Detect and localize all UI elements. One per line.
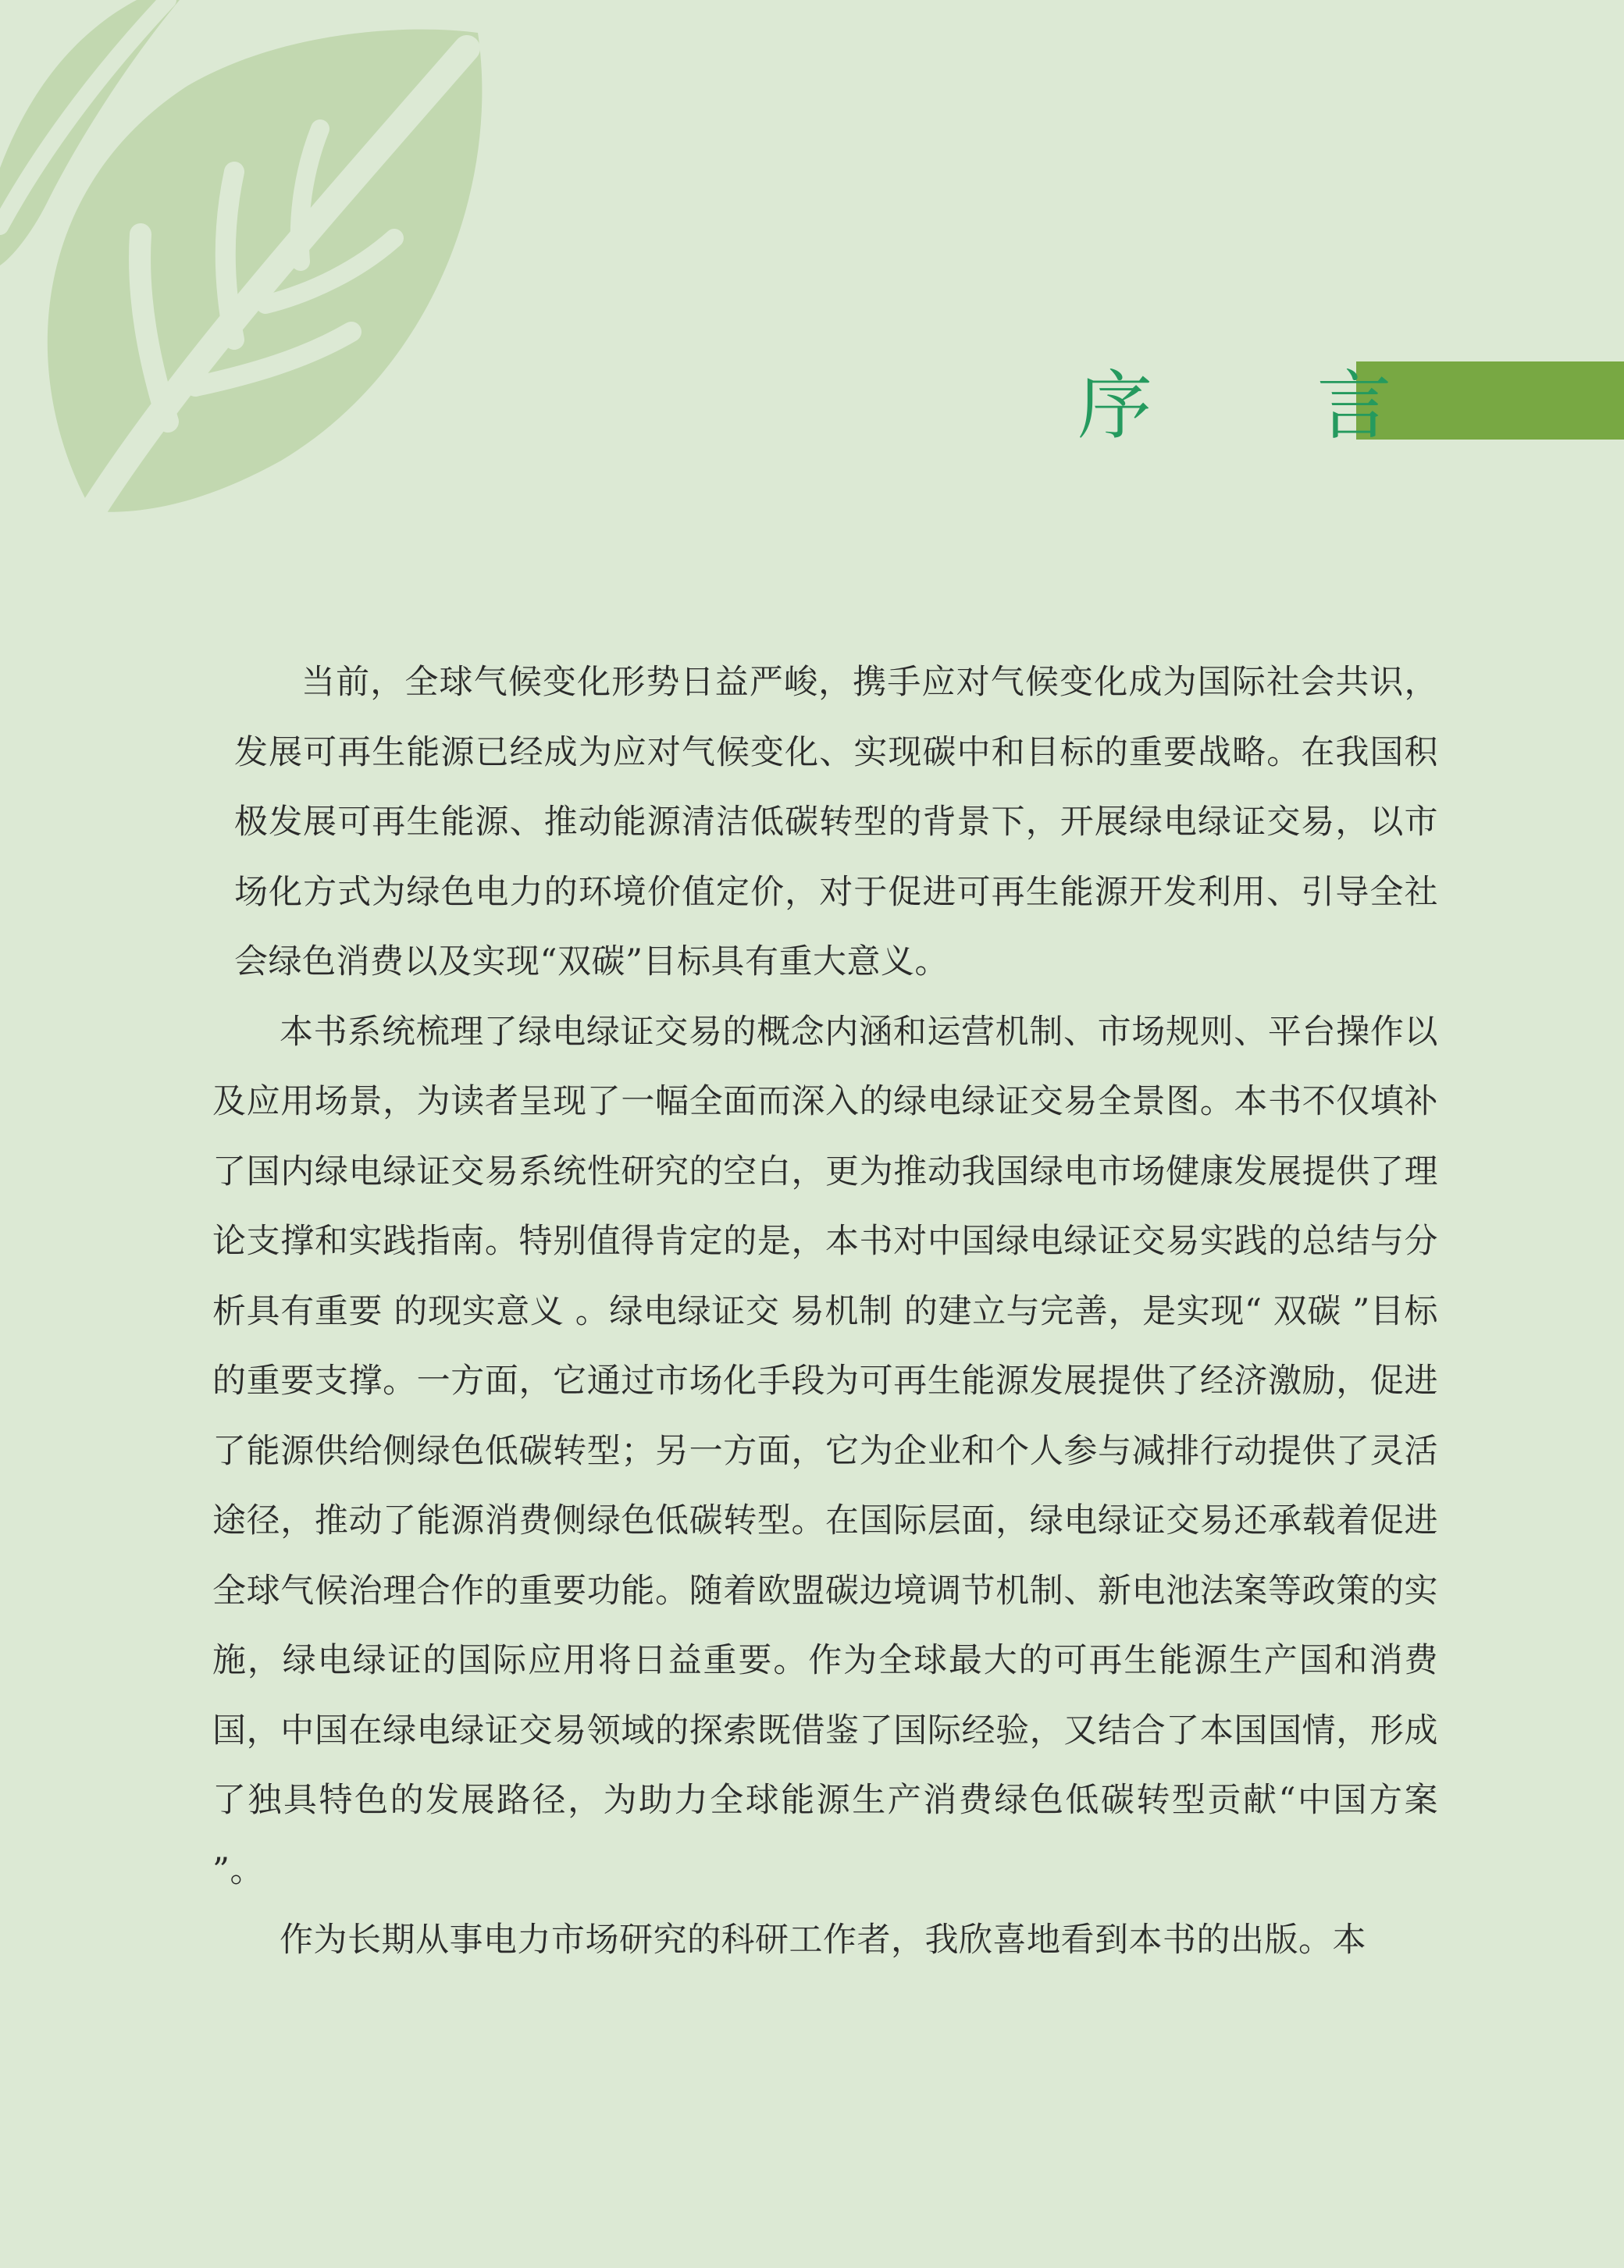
- page-title: 序 言: [1077, 362, 1462, 450]
- preface-body: [212, 648, 1438, 1976]
- paragraph-3: 作为长期从事电力市场研究的科研工作者，我欣喜地看到本书的出版。本: [280, 1921, 1366, 1960]
- paragraph-1: 当前，全球气候变化形势日益严峻，携手应对气候变化成为国际社会共识，发展可再生能源已经成为应对气候变化、实现碳中和目标的重要战略。在我国积极发展可再生能源、推动能源清洁低碳转型的背景下，开展绿电绿证交易，以市场化方式为绿色电力的环境价值定价，对于促进可再生能源开发利用、引导全社会绿色消费以及实现“双碳”目标具有重大意义。: [234, 663, 1438, 981]
- leaf-icon: [0, 0, 500, 531]
- title-container: [1077, 355, 1462, 457]
- paragraph-2: 本书系统梳理了绿电绿证交易的概念内涵和运营机制、市场规则、平台操作以及应用场景，为读者呈现了一幅全面而深入的绿电绿证交易全景图。本书不仅填补了国内绿电绿证交易系统性研究的空白，更为推动我国绿电市场健康发展提供了理论支撑和实践指南。特别值得肯定的是，本书对中国绿电绿证交易实践的总结与分析具有重要 的现实意义 。绿电绿证交 易机制 的建立与完善，是实现“ 双碳 ”目标的重要支撑。一方面，它通过市场化手段为可再生能源发展提供了经济激励，促进了能源供给侧绿色低碳转型；另一方面，它为企业和个人参与减排行动提供了灵活途径，推动了能源消费侧绿色低碳转型。在国际层面，绿电绿证交易还承载着促进全球气候治理合作的重要功能。随着欧盟碳边境调节机制、新电池法案等政策的实施，绿电绿证的国际应用将日益重要。作为全球最大的可再生能源生产国和消费国，中国在绿电绿证交易领域的探索既借鉴了国际经验，又结合了本国国情，形成了独具特色的发展路径，为助力全球能源生产消费绿色低碳转型贡献“中国方案 ”。: [212, 1012, 1438, 1890]
